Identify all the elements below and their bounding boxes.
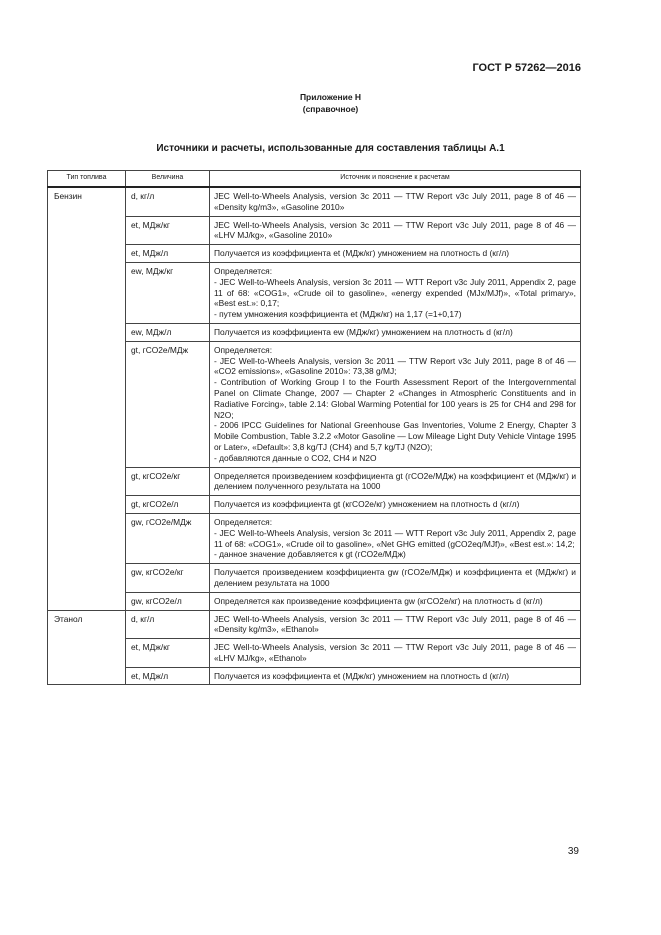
page-number: 39 <box>567 846 579 857</box>
source-description-cell <box>210 341 581 467</box>
source-description-cell <box>210 187 581 216</box>
description-line: - данное значение добавляется к gt (гCO2e/МДж) <box>214 549 406 560</box>
source-description-cell <box>210 216 581 245</box>
quantity-cell: gt, кгCO2e/л <box>126 496 210 514</box>
quantity-cell: gt, гCO2e/МДж <box>126 341 210 467</box>
quantity-cell: d, кг/л <box>126 610 210 639</box>
appendix-title: Приложение Н <box>299 92 362 102</box>
description-line: JEC Well-to-Wheels Analysis, version 3c 2011 — TTW Report v3c July 2011, page 8 of 46 — «Density kg/m3», «Ethanol» <box>214 613 576 635</box>
source-description-cell <box>210 323 581 341</box>
description-line: - добавляются данные о CO2, CH4 и N2O <box>214 452 377 463</box>
table-row <box>48 245 581 263</box>
quantity-cell: gt, кгCO2e/кг <box>126 467 210 496</box>
quantity-cell: gw, кгCO2e/кг <box>126 564 210 593</box>
table-row <box>48 513 581 563</box>
description-line: JEC Well-to-Wheels Analysis, version 3c 2011 — TTW Report v3c July 2011, page 8 of 46 — «LHV MJ/kg», «Ethanol» <box>214 642 576 663</box>
description-line: - Contribution of Working Group I to the Fourth Assessment Report of the Intergovernmental Panel on Climate Change, 2007 — Chapter 2 «Changes in Atmospheric Constituents and in Radiative Forcing», table 2.14: Global Warming Potential for 100 years is 25 for CH4 and 298 for N2O; <box>214 377 576 420</box>
table-body <box>48 187 581 685</box>
source-description-cell <box>210 564 581 593</box>
table-row <box>48 610 581 639</box>
quantity-cell: gw, гCO2e/МДж <box>126 513 210 563</box>
column-header-source: Источник и пояснение к расчетам <box>210 171 581 188</box>
source-description-cell <box>210 667 581 685</box>
description-line: Получается из коэффициента et (МДж/кг) умножением на плотность d (кг/л) <box>214 670 510 681</box>
description-line: Определяется как произведение коэффициента gw (кгCO2e/кг) на плотность d (кг/л) <box>214 595 543 606</box>
fuel-type-cell: Этанол <box>48 610 126 685</box>
description-line: - путем умножения коэффициента et (МДж/кг) на 1,17 (=1+0,17) <box>214 309 462 320</box>
table-row <box>48 667 581 685</box>
source-description-cell <box>210 639 581 668</box>
quantity-cell: ew, МДж/кг <box>126 262 210 323</box>
description-line: Получается из коэффициента ew (МДж/кг) умножением на плотность d (кг/л) <box>214 326 513 337</box>
quantity-cell: et, МДж/л <box>126 667 210 685</box>
quantity-cell: et, МДж/кг <box>126 639 210 668</box>
table-row <box>48 639 581 668</box>
quantity-cell: et, МДж/л <box>126 245 210 263</box>
standard-header: ГОСТ Р 57262—2016 <box>472 62 581 74</box>
column-header-quantity: Величина <box>126 171 210 188</box>
description-line: - JEC Well-to-Wheels Analysis, version 3c 2011 — WTT Report v3c July 2011, Appendix 2, page 11 of 68: «COG1», «Crude oil to gasoline», «Net GHG emitted (gCO2eq/MJf)», «Best est.»: 14,2; <box>214 527 576 549</box>
table-row <box>48 262 581 323</box>
table-row <box>48 216 581 245</box>
description-line: Определяется произведением коэффициента gt (гCO2e/МДж) на коэффициент et (МДж/кг) и делением полученного результата на 1000 <box>214 470 576 492</box>
description-line: Определяется: <box>214 516 273 527</box>
source-description-cell <box>210 513 581 563</box>
table-row <box>48 592 581 610</box>
description-line: Получается из коэффициента et (МДж/кг) умножением на плотность d (кг/л) <box>214 248 510 259</box>
description-line: Определяется: <box>214 344 273 355</box>
source-description-cell <box>210 245 581 263</box>
quantity-cell: et, МДж/кг <box>126 216 210 245</box>
table-header-row <box>48 171 581 188</box>
source-description-cell <box>210 592 581 610</box>
quantity-cell: gw, кгCO2e/л <box>126 592 210 610</box>
description-line: - JEC Well-to-Wheels Analysis, version 3c 2011 — TTW Report v3c July 2011, page 8 of 46 — «CO2 emissions», «Gasoline 2010»: 73,38 g/MJ; <box>214 355 576 377</box>
column-header-fuel: Тип топлива <box>48 171 126 188</box>
source-description-cell <box>210 262 581 323</box>
table-row <box>48 341 581 467</box>
sources-table <box>47 170 581 685</box>
section-title: Источники и расчеты, использованные для составления таблицы А.1 <box>156 143 505 154</box>
appendix-kind: (справочное) <box>302 104 359 114</box>
description-line: JEC Well-to-Wheels Analysis, version 3c 2011 — TTW Report v3c July 2011, page 8 of 46 — «LHV MJ/kg», «Gasoline 2010» <box>214 219 576 241</box>
description-line: Получается произведением коэффициента gw (гCO2e/МДж) и коэффициента et (МДж/кг) и делением результата на 1000 <box>214 567 576 588</box>
description-line: JEC Well-to-Wheels Analysis, version 3c 2011 — TTW Report v3c July 2011, page 8 of 46 — «Density kg/m3», «Gasoline 2010» <box>214 191 576 212</box>
fuel-type-cell: Бензин <box>48 187 126 610</box>
table-row <box>48 496 581 514</box>
quantity-cell: d, кг/л <box>126 187 210 216</box>
table-row <box>48 187 581 216</box>
quantity-cell: ew, МДж/л <box>126 323 210 341</box>
appendix-heading <box>0 91 661 115</box>
description-line: - 2006 IPCC Guidelines for National Greenhouse Gas Inventories, Volume 2 Energy, Chapter 3 Mobile Combustion, Table 3.2.2 «Motor Gasoline — Low Mileage Light Duty Vehicle Vintage 1995 or Later», «Default»: 3,8 kg/TJ (CH4) and 5,7 kg/TJ (N2O); <box>214 420 576 452</box>
description-line: - JEC Well-to-Wheels Analysis, version 3c 2011 — WTT Report v3c July 2011, Appendix 2, page 11 of 68: «COG1», «Crude oil to gasoline», «energy expended (MJx/MJf)», «Total primary», «Best est.»: 0,17; <box>214 276 576 309</box>
source-description-cell <box>210 496 581 514</box>
table-row <box>48 467 581 496</box>
source-description-cell <box>210 610 581 639</box>
table-row <box>48 323 581 341</box>
table-row <box>48 564 581 593</box>
source-description-cell <box>210 467 581 496</box>
description-line: Определяется: <box>214 265 273 276</box>
description-line: Получается из коэффициента gt (кгCO2e/кг) умножением на плотность d (кг/л) <box>214 499 520 510</box>
